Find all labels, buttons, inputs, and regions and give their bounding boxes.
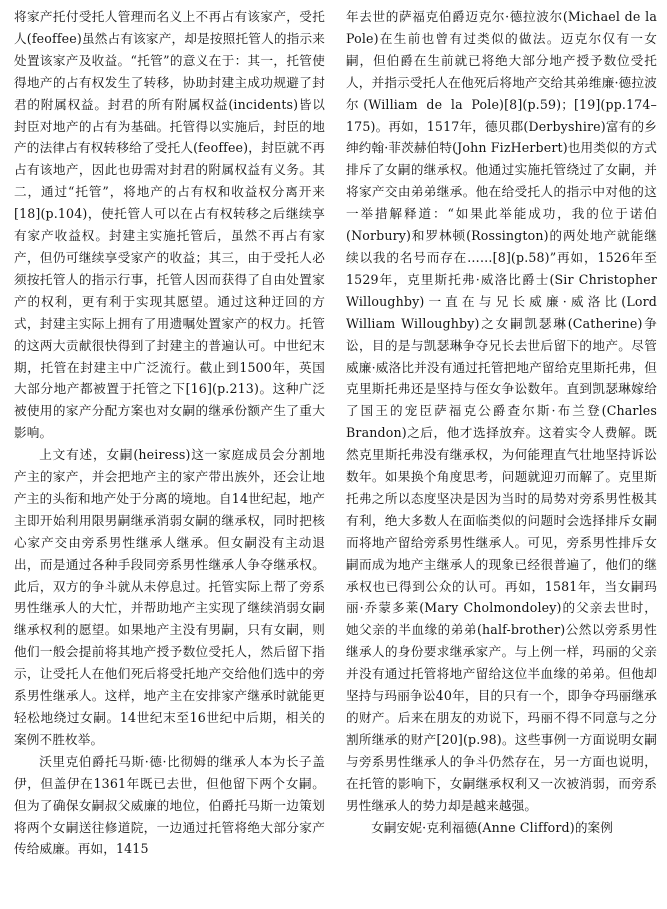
paragraph-anne-clifford-case: 女嗣安妮·克利福德(Anne Clifford)的案例 [371,819,614,835]
paragraph-heiress-vs-collateral-heirs: 上文有述，女嗣(heiress)这一家庭成员会分割地产主的家产，并会把地产主的家产带出族外，还会让地产主的头衔和地产处于分离的境地。自14世纪起，地产主即开始利用限男嗣继承消弱女嗣的继承权，同时把核心家产交由旁系男性继承人继承。但女嗣没有主动退出，而是通过各种手段同旁系男性继承人争夺继承权。此后，双方的争斗就从未停息过。托管实际上帮了旁系男性继承人的大忙，并帮助地产主实现了继续消弱女嗣继承权利的愿望。如果地产主没有男嗣，只有女嗣，则他们一般会提前将其地产授予数位受托人，然后留下指示，让受托人在他们死后将受托地产交给他们选中的旁系男性继承人。这样，地产主在安排家产继承时就能更轻松地绕过女嗣。14世纪末至16世纪中后期，相关的案例不胜枚举。 [14,447,325,747]
right-column [346,6,657,909]
paragraph-feoffment-explanation: 将家产托付受托人管理而名义上不再占有该家产，受托人(feoffee)虽然占有该家产，却是按照托管人的指示来处置该家产及收益。“托管”的意义在于：其一，托管使得地产的占有权发生了转移，协助封建主成功规避了封君的附属权益。封君的所有附属权益(incidents)皆以封臣对地产的占有为基础。托管得以实施后，封臣的地产的法律占有权转移给了受托人(feoffee)，封臣就不再占有该地产，因此也毋需对封君的附属权益有义务。其二，通过“托管”，将地产的占有权和收益权分离开来[18](p.104)，使托管人可以在占有权转移之后继续享有家产收益权。封建主实施托管后，虽然不再占有家产，但仍可继续享受家产的收益；其三，由于受托人必须按托管人的指示行事，托管人因而获得了自由处置家产的权利，更有利于实现其愿望。通过这种迂回的方式，封建主实际上拥有了用遗嘱处置家产的权力。托管的这两大贡献很快得到了封建主的普遍认可。中世纪末期，托管在封建主中广泛流行。截止到1500年，英国大部分地产都被置于托管之下[16](p.213)。这种广泛被使用的家产分配方案也对女嗣的继承份额产生了重大影响。 [14,9,325,441]
paragraph-examples-continued: 年去世的萨福克伯爵迈克尔·德拉波尔(Michael de la Pole)在生前也曾有过类似的做法。迈克尔仅有一女嗣，但伯爵在生前就已将绝大部分地产授予数位受托人，并指示受托人在他死后将地产交给其弟维廉·德拉波尔(William de la Pole)[8](p.59)；[19](pp.174–175)。再如，1517年，德贝郡(Derbyshire)富有的乡绅约翰·菲茨赫伯特(John FizHerbert)也用类似的方式排斥了女嗣的继承权。他通过实施托管绕过了女嗣，并将家产交由弟弟继承。他在给受托人的指示中对他的这一举措解释道：“如果此举能成功，我的位于诺伯(Norbury)和罗林顿(Rossington)的两处地产就能继续以我的名号而存在……[8](p.58)”再如，1526年至1529年，克里斯托弗·威洛比爵士(Sir Christopher Willoughby)一直在与兄长威廉·威洛比(Lord William Willoughby)之女嗣凯瑟琳(Catherine)争讼，目的是与凯瑟琳争夺兄长去世后留下的地产。尽管威廉·威洛比并没有通过托管把地产留给克里斯托弗，但克里斯托弗还是坚持与侄女争讼数年。直到凯瑟琳嫁给了国王的宠臣萨福克公爵查尔斯·布兰登(Charles Brandon)之后，他才选择放弃。这着实令人费解。既然克里斯托弗没有继承权，为何能理直气壮地坚持诉讼数年。如果换个角度思考，问题就迎刃而解了。克里斯托弗之所以态度坚决是因为当时的局势对旁系男性极其有利，绝大多数人在面临类似的问题时会选择排斥女嗣而将地产留给旁系男性继承人。可见，旁系男性排斥女嗣而成为地产主继承人的现象已经很普遍了，他们的继承权也已得到公众的认可。再如，1581年，当女嗣玛丽·乔蒙多莱(Mary Cholmondoley)的父亲去世时，她父亲的半血缘的弟弟(half-brother)公然以旁系男性继承人的身份要求继承家产。与上例一样，玛丽的父亲并没有通过托管将地产留给这位半血缘的弟弟。但他却坚持与玛丽争讼40年，目的只有一个，即争夺玛丽继承的财产。后来在朋友的劝说下，玛丽不得不同意与之分割所继承的财产[20](p.98)。这些事例一方面说明女嗣与旁系男性继承人的争斗仍然存在，另一方面也说明，在托管的影响下，女嗣继承权利又一次被消弱，而旁系男性继承人的势力却是越来越强。 [346,9,657,813]
paragraph-warwick-case: 沃里克伯爵托马斯·德·比彻姆的继承人本为长子盖伊，但盖伊在1361年既已去世，但他留下两个女嗣。但为了确保女嗣叔父威廉的地位，伯爵托马斯一边策划将两个女嗣送往修道院，一边通过托管将绝大部分家产传给威廉。再如，1415 [14,753,325,857]
left-column [14,6,325,909]
